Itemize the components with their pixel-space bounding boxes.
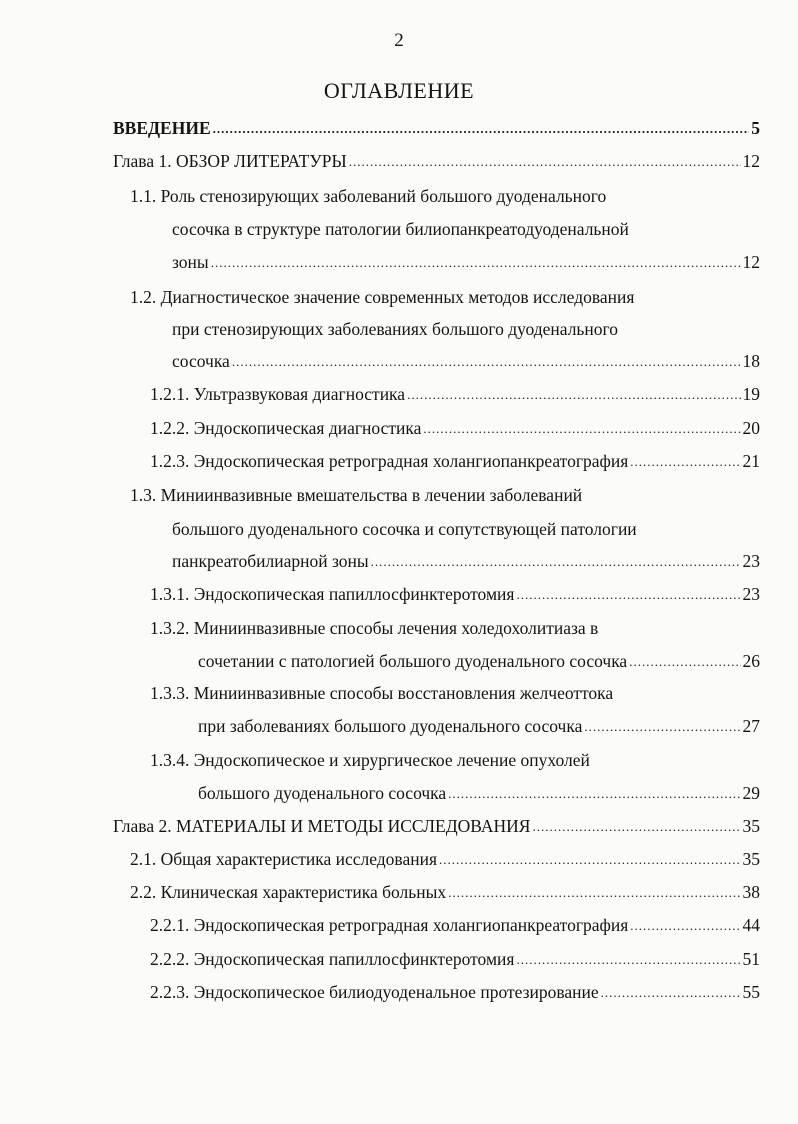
toc-entry-chapter-1[interactable] xyxy=(113,150,760,174)
toc-entry-1-3-3[interactable] xyxy=(198,715,760,739)
toc-entry-page: 27 xyxy=(742,716,760,736)
toc-entry-1-2-1[interactable] xyxy=(150,383,760,407)
toc-entry-text: 2.2.2. Эндоскопическая папиллосфинктеротомия xyxy=(150,949,515,969)
toc-entry-text: 2.1. Общая характеристика исследования xyxy=(130,849,438,869)
toc-entry-page: 51 xyxy=(742,949,760,969)
dot-leader xyxy=(532,814,740,838)
dot-leader xyxy=(630,913,740,937)
toc-entry-page: 21 xyxy=(742,451,760,471)
toc-entry-1-1-line-1: 1.1. Роль стенозирующих заболеваний большого дуоденального xyxy=(130,186,607,206)
toc-entry-page: 12 xyxy=(742,151,760,171)
toc-entry-page: 23 xyxy=(742,551,760,571)
toc-entry-1-3-2-line-1: 1.3.2. Миниинвазивные способы лечения холедохолитиаза в xyxy=(150,618,599,638)
toc-entry-1-3-line-1: 1.3. Миниинвазивные вмешательства в лечении заболеваний xyxy=(130,485,583,505)
toc-entry-1-2-line-2: при стенозирующих заболеваниях большого дуоденального xyxy=(172,319,619,339)
toc-entry-page: 35 xyxy=(742,816,760,836)
toc-entry-text: 2.2. Клиническая характеристика больных xyxy=(130,882,447,902)
dot-leader xyxy=(516,947,740,971)
dot-leader xyxy=(629,649,740,673)
toc-entry-text: 1.2.1. Ультразвуковая диагностика xyxy=(150,384,406,404)
toc-entry-page: 19 xyxy=(742,384,760,404)
toc-entry-2-2-3[interactable] xyxy=(150,981,760,1005)
dot-leader xyxy=(601,980,741,1004)
toc-entry-text: Глава 2. МАТЕРИАЛЫ И МЕТОДЫ ИССЛЕДОВАНИЯ xyxy=(113,816,531,836)
dot-leader xyxy=(516,582,740,606)
toc-entry-1-3-4-line-1: 1.3.4. Эндоскопическое и хирургическое лечение опухолей xyxy=(150,750,590,770)
toc-entry-1-3-4[interactable] xyxy=(198,782,760,806)
toc-entry-1-2-line-1: 1.2. Диагностическое значение современных методов исследования xyxy=(130,287,635,307)
dot-leader xyxy=(630,449,740,473)
toc-entry-text: 2.2.1. Эндоскопическая ретроградная холангиопанкреатография xyxy=(150,915,629,935)
toc-entry-1-3-1[interactable] xyxy=(150,583,760,607)
toc-entry-page: 44 xyxy=(742,915,760,935)
toc-entry-1-1-line-2: сосочка в структуре патологии билиопанкреатодуоденальной xyxy=(172,219,629,239)
toc-entry-page: 55 xyxy=(742,982,760,1002)
toc-entry-1-3-2[interactable] xyxy=(198,650,760,674)
dot-leader xyxy=(423,416,740,440)
toc-entry-page: 29 xyxy=(742,783,760,803)
toc-entry-text: при заболеваниях большого дуоденального сосочка xyxy=(198,716,583,736)
dot-leader xyxy=(213,116,750,140)
dot-leader xyxy=(584,714,740,738)
toc-entry-2-2[interactable] xyxy=(130,881,760,905)
toc-entry-page: 23 xyxy=(742,584,760,604)
toc-entry-text: 1.2.2. Эндоскопическая диагностика xyxy=(150,418,422,438)
toc-entry-text: сосочка xyxy=(172,351,230,371)
toc-entry-text: 1.2.3. Эндоскопическая ретроградная холангиопанкреатография xyxy=(150,451,629,471)
toc-entry-page: 26 xyxy=(742,651,760,671)
toc-entry-1-2-2[interactable] xyxy=(150,417,760,441)
toc-entry-text: Глава 1. ОБЗОР ЛИТЕРАТУРЫ xyxy=(113,151,347,171)
toc-entry-page: 12 xyxy=(742,252,760,272)
toc-entry-page: 35 xyxy=(742,849,760,869)
toc-entry-text: ВВЕДЕНИЕ xyxy=(113,118,211,138)
toc-entry-page: 38 xyxy=(742,882,760,902)
dot-leader xyxy=(407,382,740,406)
dot-leader xyxy=(232,349,741,373)
toc-entry-text: зоны xyxy=(172,252,209,272)
toc-entry-text: 1.3.1. Эндоскопическая папиллосфинктеротомия xyxy=(150,584,515,604)
dot-leader xyxy=(211,250,741,274)
dot-leader xyxy=(371,549,741,573)
toc-entry-2-1[interactable] xyxy=(130,848,760,872)
toc-entry-2-2-1[interactable] xyxy=(150,914,760,938)
toc-entry-1-2[interactable] xyxy=(172,350,760,374)
toc-entry-page: 18 xyxy=(742,351,760,371)
dot-leader xyxy=(448,781,740,805)
toc-entry-1-3-3-line-1: 1.3.3. Миниинвазивные способы восстановления желчеоттока xyxy=(150,683,614,703)
toc-entry-1-1[interactable] xyxy=(172,251,760,275)
page-number: 2 xyxy=(394,30,404,51)
toc-entry-1-3-line-2: большого дуоденального сосочка и сопутствующей патологии xyxy=(172,519,637,539)
dot-leader xyxy=(349,149,741,173)
toc-entry-1-2-3[interactable] xyxy=(150,450,760,474)
dot-leader xyxy=(439,847,740,871)
toc-entry-text: сочетании с патологией большого дуоденального сосочка xyxy=(198,651,628,671)
toc-entry-2-2-2[interactable] xyxy=(150,948,760,972)
toc-entry-page: 20 xyxy=(742,418,760,438)
toc-entry-1-3[interactable] xyxy=(172,550,760,574)
toc-title: ОГЛАВЛЕНИЕ xyxy=(323,78,475,103)
toc-entry-text: панкреатобилиарной зоны xyxy=(172,551,369,571)
toc-entry-text: большого дуоденального сосочка xyxy=(198,783,447,803)
dot-leader xyxy=(448,880,740,904)
toc-entry-chapter-2[interactable] xyxy=(113,815,760,839)
toc-entry-introduction[interactable] xyxy=(113,117,760,141)
toc-entry-page: 5 xyxy=(751,118,760,138)
toc-entry-text: 2.2.3. Эндоскопическое билиодуоденальное протезирование xyxy=(150,982,599,1002)
